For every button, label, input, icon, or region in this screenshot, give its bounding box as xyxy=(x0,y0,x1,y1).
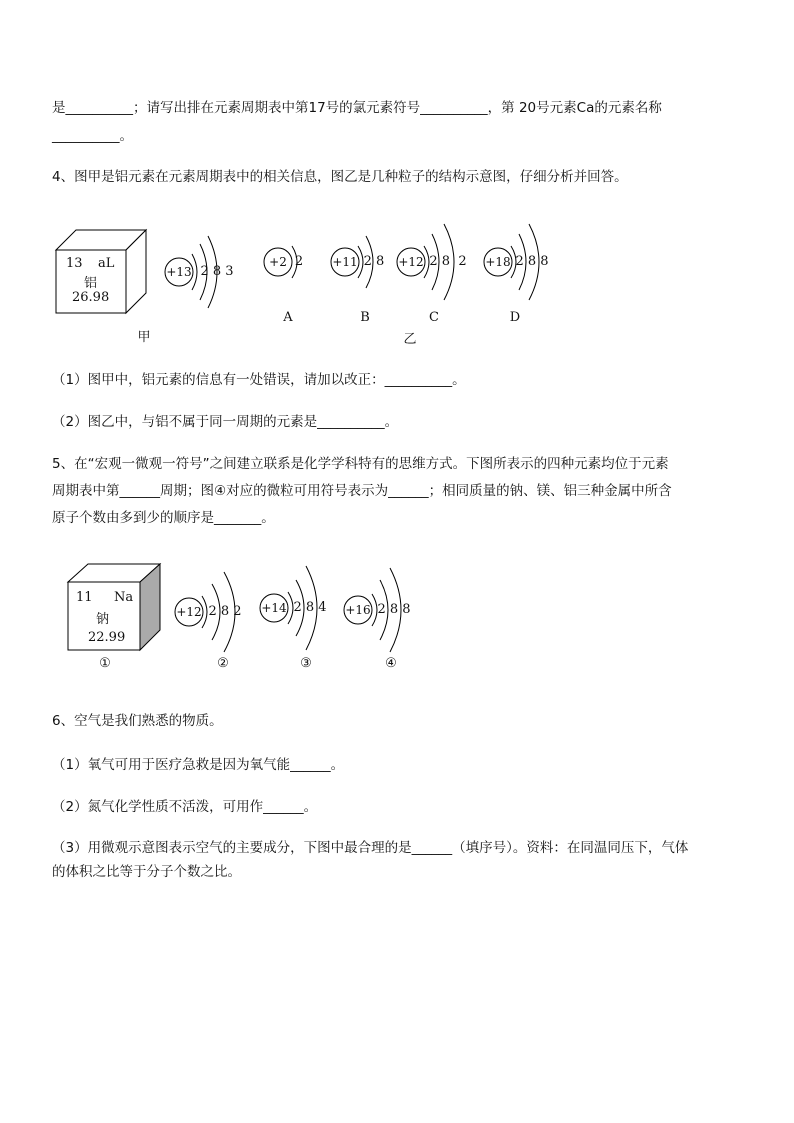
particle-d-shells: 2 8 8 xyxy=(515,254,549,269)
particle-a-shells: 2 xyxy=(294,254,304,269)
na-element-name: 钠 xyxy=(96,612,110,627)
question-4-2: （2）图乙中，与铝不属于同一周期的元素是__________。 xyxy=(52,414,399,430)
atom-4-nucleus: +16 xyxy=(345,603,371,617)
question-4: 4、图甲是铝元素在元素周期表中的相关信息，图乙是几种粒子的结构示意图，仔细分析并回答。 xyxy=(52,169,628,185)
particle-a-label: A xyxy=(283,310,293,325)
label-2: ② xyxy=(217,656,229,671)
particle-b-label: B xyxy=(360,310,370,325)
element-name: 铝 xyxy=(84,276,98,291)
figure-aluminum-graphics xyxy=(52,220,572,350)
figure-period-3 xyxy=(60,560,430,680)
particle-c-label: C xyxy=(429,310,439,325)
particle-a-nucleus: +2 xyxy=(269,255,287,269)
label-jia: 甲 xyxy=(137,330,151,345)
label-4: ④ xyxy=(385,656,397,671)
question-6-3-line-b: 的体积之比等于分子个数之比。 xyxy=(52,864,241,880)
al-shells: 2 8 3 xyxy=(200,264,234,279)
label-yi: 乙 xyxy=(403,332,417,347)
question-5-line-a: 5、在“宏观一微观一符号”之间建立联系是化学学科特有的思维方式。下图所表示的四种元素均位于元素 xyxy=(52,456,669,472)
atomic-number: 13 xyxy=(66,256,83,271)
atom-3-nucleus: +14 xyxy=(261,601,287,615)
figure-aluminum xyxy=(52,220,572,350)
particle-c-nucleus: +12 xyxy=(398,255,424,269)
label-3: ③ xyxy=(300,656,312,671)
particle-d-nucleus: +18 xyxy=(485,255,511,269)
atom-2-nucleus: +12 xyxy=(176,605,202,619)
text-line-2: __________。 xyxy=(52,128,133,144)
al-nucleus: +13 xyxy=(166,265,192,279)
atomic-mass: 26.98 xyxy=(72,290,110,305)
question-5-line-b: 周期表中第______周期；图④对应的微粒可用符号表示为______；相同质量的钠、镁、铝三种金属中所含 xyxy=(52,483,672,499)
na-atomic-number: 11 xyxy=(76,590,93,605)
atom-4-shells: 2 8 8 xyxy=(377,602,411,617)
atom-2-shells: 2 8 2 xyxy=(208,604,242,619)
element-symbol: aL xyxy=(98,256,115,271)
question-6: 6、空气是我们熟悉的物质。 xyxy=(52,713,223,729)
label-1: ① xyxy=(99,656,111,671)
particle-d-label: D xyxy=(509,310,521,325)
question-6-3-line-a: （3）用微观示意图表示空气的主要成分，下图中最合理的是______（填序号）。资料：在同温同压下，气体 xyxy=(52,840,689,856)
atom-3-shells: 2 8 4 xyxy=(293,600,327,615)
particle-b-shells: 2 8 xyxy=(363,254,385,269)
particle-b-nucleus: +11 xyxy=(332,255,358,269)
question-5-line-c: 原子个数由多到少的顺序是_______。 xyxy=(52,510,275,526)
question-4-1: （1）图甲中，铝元素的信息有一处错误，请加以改正：__________。 xyxy=(52,372,466,388)
question-6-1: （1）氧气可用于医疗急救是因为氧气能______。 xyxy=(52,757,345,773)
text-line-1: 是__________；请写出排在元素周期表中第17号的氯元素符号__________，第 20号元素Ca的元素名称 xyxy=(52,100,662,116)
question-6-2: （2）氮气化学性质不活泼，可用作______。 xyxy=(52,799,318,815)
particle-c-shells: 2 8 2 xyxy=(429,254,467,269)
na-element-symbol: Na xyxy=(114,590,134,605)
na-atomic-mass: 22.99 xyxy=(88,630,126,645)
